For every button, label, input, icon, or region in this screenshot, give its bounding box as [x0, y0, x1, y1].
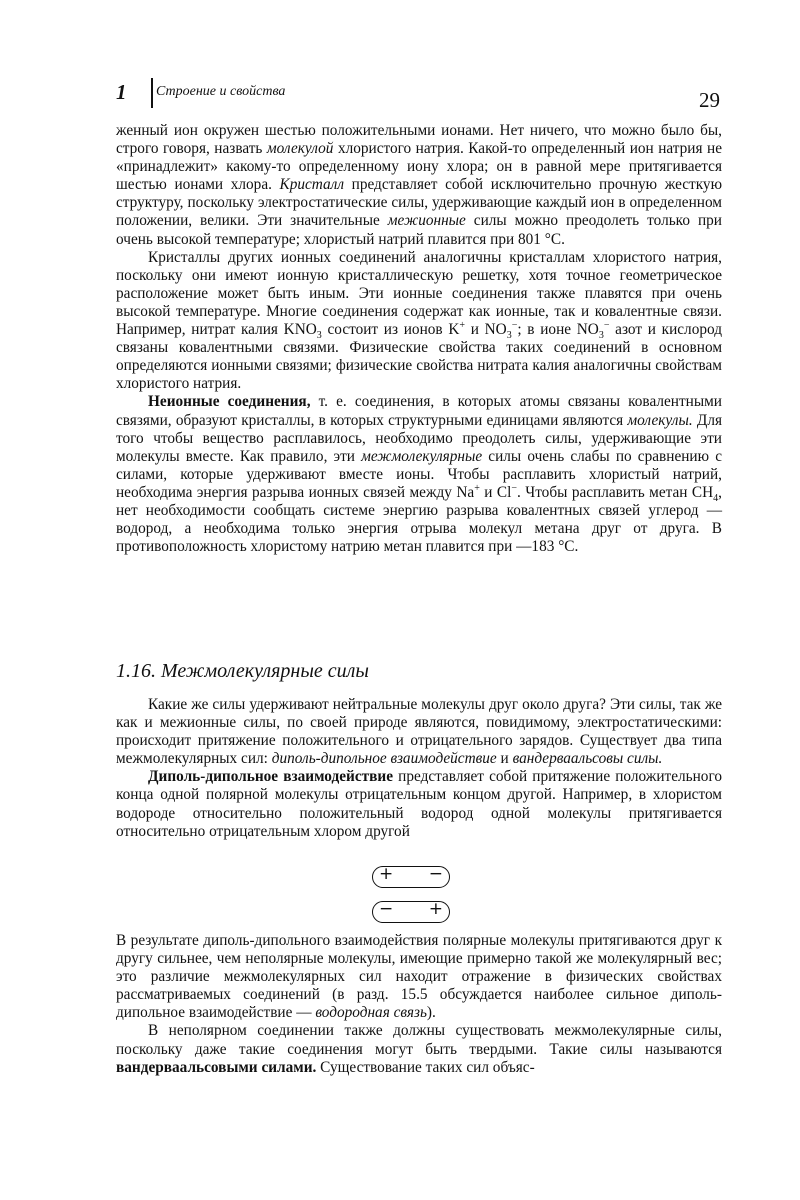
- text-block-bottom: [116, 932, 722, 1077]
- text-block-middle: [116, 696, 722, 841]
- dipole-molecule-bottom: [372, 901, 450, 923]
- text-block-top: [116, 122, 722, 556]
- chapter-number: 1: [116, 80, 127, 104]
- negative-pole-sign: −: [428, 864, 443, 884]
- dipole-molecule-top: [372, 866, 450, 888]
- paragraph-intermolecular-forces: Какие же силы удерживают нейтральные молекулы друг около друга? Эти силы, так же как и межионные силы, по своей природе являются, повидимому, электростатическими: происходит притяжение положительного и отрицательного зарядов. Существует два типа межмолекулярных сил: диполь-дипольное взаимодействие и вандерваальсовы силы.: [116, 696, 722, 768]
- positive-pole-sign: +: [379, 864, 394, 884]
- positive-pole-sign: +: [428, 899, 443, 919]
- running-title: Строение и свойства: [156, 84, 286, 99]
- paragraph-dipole-result: В результате диполь-дипольного взаимодействия полярные молекулы притягиваются друг к другу сильнее, чем неполярные молекулы, имеющие примерно такой же молекулярный вес; это различие межмолекулярных сил находит отражение в физических свойствах рассматриваемых соединений (в разд. 15.5 обсуждается наиболее сильное диполь-дипольное взаимодействие — водородная связь).: [116, 932, 722, 1022]
- paragraph-sodium-chloride: женный ион окружен шестью положительными ионами. Нет ничего, что можно было бы, строго говоря, назвать молекулой хлористого натрия. Какой-то определенный ион натрия не «принадлежит» какому-то определенному иону хлора; он в равной мере притягивается шестью ионами хлора. Кристалл представляет собой исключительно прочную жесткую структуру, поскольку электростатические силы, удерживающие каждый ион в определенном положении, велики. Эти значительные межионные силы можно преодолеть только при очень высокой температуре; хлористый натрий плавится при 801 °С.: [116, 122, 722, 248]
- paragraph-nonionic-compounds: Неионные соединения, т. е. соединения, в которых атомы связаны ковалентными связями, образуют кристаллы, в которых структурными единицами являются молекулы. Для того чтобы вещество расплавилось, необходимо преодолеть силы, удерживающие эти молекулы вместе. Как правило, эти межмолекулярные силы очень слабы по сравнению с силами, которые удерживают вместе ионы. Чтобы расплавить хлористый натрий, необходима энергия разрыва ионных связей между Na+ и Cl−. Чтобы расплавить метан $CH_4$, нет необходимости сообщать системе энергию разрыва ковалентных связей углерод — водород, а необходима только энергия отрыва молекул метана друг от друга. В противоположность хлористому натрию метан плавится при —183 °С.: [116, 393, 722, 556]
- section-title: 1.16. Межмолекулярные силы: [116, 660, 369, 682]
- dipole-diagram: [372, 866, 452, 926]
- header-divider: [151, 78, 153, 108]
- paragraph-dipole-dipole: Диполь-дипольное взаимодействие представляет собой притяжение положительного конца одной полярной молекулы отрицательным концом другой. Например, в хлористом водороде относительно положительный водород одной молекулы притягивается относительно отрицательным хлором другой: [116, 768, 722, 840]
- page-number: 29: [699, 88, 720, 112]
- page-header: [116, 78, 720, 118]
- paragraph-van-der-waals: В неполярном соединении также должны существовать межмолекулярные силы, поскольку даже такие соединения могут быть твердыми. Такие силы называются вандерваальсовыми силами. Существование таких сил объяс-: [116, 1022, 722, 1076]
- paragraph-ionic-crystals: Кристаллы других ионных соединений аналогичны кристаллам хлористого натрия, поскольку они имеют ионную кристаллическую решетку, хотя точное геометрическое расположение может быть иным. Эти ионные соединения также плавятся при очень высокой температуре. Многие соединения содержат как ионные, так и ковалентные связи. Например, нитрат калия $KNO_3$ состоит из ионов K+ и $NO_3^-$; в ионе $NO_3^-$ азот и кислород связаны ковалентными связями. Физические свойства таких соединений в основном определяются ионными связями; физические свойства нитрата калия аналогичны свойствам хлористого натрия.: [116, 248, 722, 393]
- negative-pole-sign: −: [379, 899, 394, 919]
